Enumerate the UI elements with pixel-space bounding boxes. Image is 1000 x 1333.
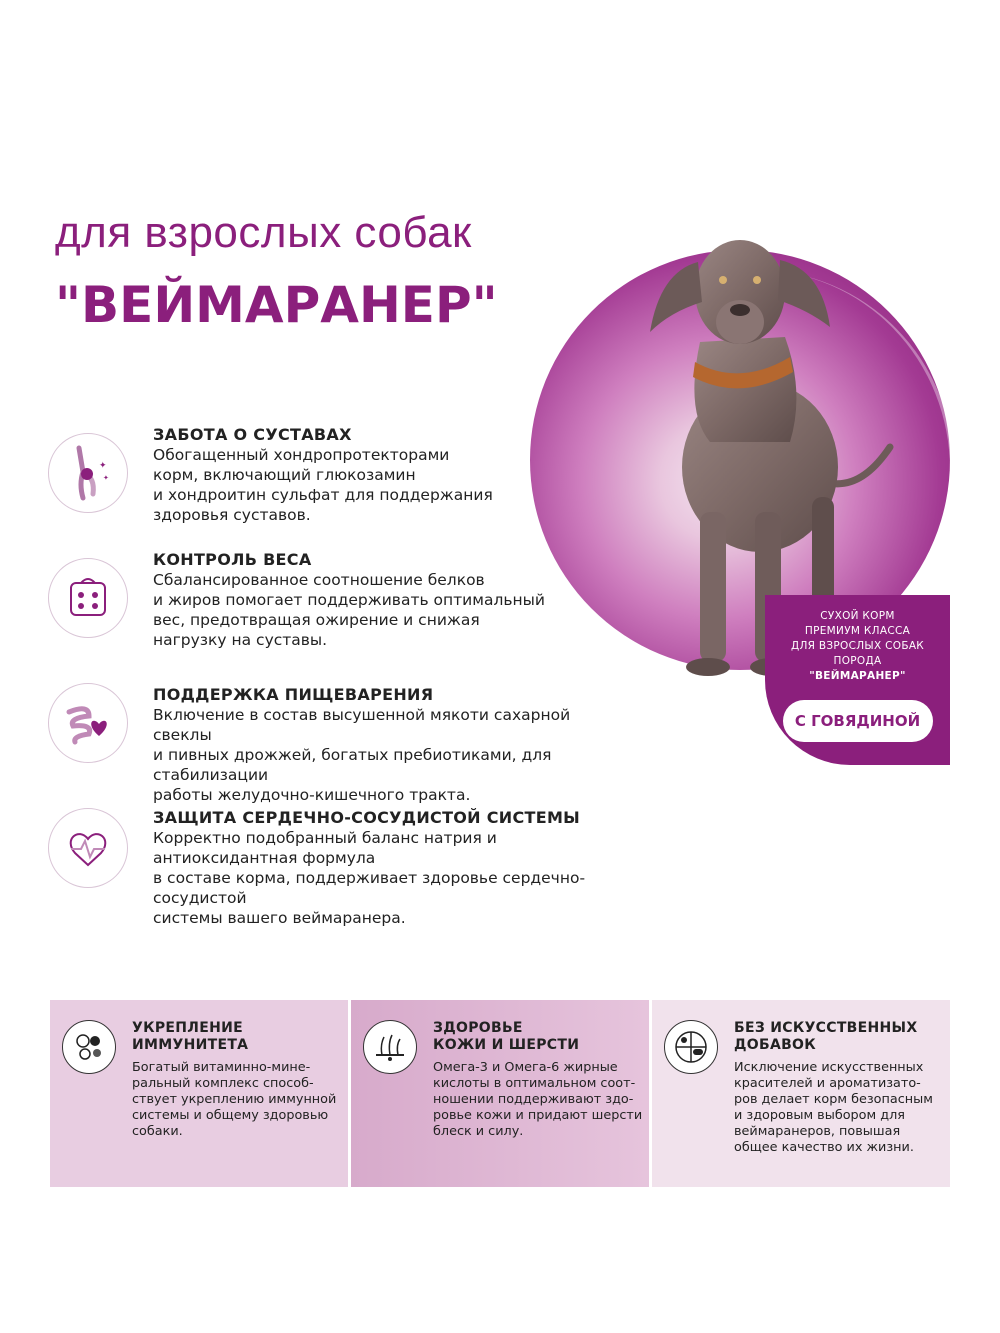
- feature-title: ЗАЩИТА СЕРДЕЧНО-СОСУДИСТОЙ СИСТЕМЫ: [153, 808, 581, 827]
- panel-no-additives: [652, 1000, 950, 1187]
- badge-line-3: ДЛЯ ВЗРОСЛЫХ СОБАК: [790, 640, 925, 652]
- panel-line: ральный комплекс способ-: [132, 1076, 314, 1091]
- feature-line: в составе корма, поддерживает здоровье сердечно-сосудистой: [153, 869, 586, 907]
- panel-line: Омега-3 и Омега-6 жирные: [433, 1060, 618, 1075]
- feature-title: КОНТРОЛЬ ВЕСА: [153, 550, 312, 569]
- feature-line: корм, включающий глюкозамин: [153, 466, 416, 484]
- feature-line: Включение в состав высушенной мякоти сахарной свеклы: [153, 706, 571, 744]
- panel-line: Богатый витаминно-мине-: [132, 1060, 311, 1075]
- badge-line-1: СУХОЙ КОРМ: [820, 610, 895, 622]
- breed-title: "ВЕЙМАРАНЕР": [55, 276, 498, 334]
- feature-title: ЗАБОТА О СУСТАВАХ: [153, 425, 352, 444]
- panel-line: общее качество их жизни.: [734, 1140, 914, 1155]
- no-additives-icon: [664, 1020, 718, 1074]
- feature-line: и хондроитин сульфат для поддержания: [153, 486, 493, 504]
- joint-icon: [48, 433, 128, 513]
- intestine-heart-icon: [48, 683, 128, 763]
- panel-line: и здоровым выбором для: [734, 1108, 905, 1123]
- feature-line: системы вашего веймаранера.: [153, 909, 406, 927]
- panel-line: Исключение искусственных: [734, 1060, 924, 1075]
- scale-paw-icon: [48, 558, 128, 638]
- panel-line: ровье кожи и придают шерсти: [433, 1108, 643, 1123]
- feature-line: и жиров помогает поддерживать оптимальный: [153, 591, 545, 609]
- panel-immunity: [50, 1000, 348, 1187]
- panel-title: ЗДОРОВЬЕ: [433, 1020, 523, 1036]
- panel-line: веймаранеров, повышая: [734, 1124, 901, 1139]
- product-badge: [765, 595, 950, 765]
- panel-line: красителей и ароматизато-: [734, 1076, 921, 1091]
- feature-line: здоровья суставов.: [153, 506, 311, 524]
- panel-line: кислоты в оптимальном соот-: [433, 1076, 636, 1091]
- panel-line: ров делает корм безопасным: [734, 1092, 933, 1107]
- panel-line: ношении поддерживают здо-: [433, 1092, 634, 1107]
- svg-text:✦: ✦: [103, 474, 109, 482]
- feature-line: вес, предотвращая ожирение и снижая: [153, 611, 480, 629]
- badge-line-2: ПРЕМИУМ КЛАССА: [804, 625, 911, 637]
- feature-line: работы желудочно-кишечного тракта.: [153, 786, 471, 804]
- svg-text:✦: ✦: [99, 461, 107, 471]
- feature-line: Обогащенный хондропротекторами: [153, 446, 450, 464]
- panel-line: блеск и силу.: [433, 1124, 524, 1139]
- panel-title: КОЖИ И ШЕРСТИ: [433, 1037, 580, 1053]
- skin-hair-icon: [363, 1020, 417, 1074]
- heart-pulse-icon: [48, 808, 128, 888]
- badge-line-5: "ВЕЙМАРАНЕР": [809, 670, 906, 682]
- panel-title: ДОБАВОК: [734, 1037, 816, 1053]
- feature-line: Корректно подобранный баланс натрия и антиоксидантная формула: [153, 829, 497, 867]
- feature-title: ПОДДЕРЖКА ПИЩЕВАРЕНИЯ: [153, 685, 434, 704]
- panel-title: ИММУНИТЕТА: [132, 1037, 249, 1053]
- panel-title: УКРЕПЛЕНИЕ: [132, 1020, 243, 1036]
- feature-line: Сбалансированное соотношение белков: [153, 571, 485, 589]
- panel-line: собаки.: [132, 1124, 183, 1139]
- panel-line: ствует укреплению иммунной: [132, 1092, 337, 1107]
- badge-line-4: ПОРОДА: [833, 655, 882, 667]
- panel-line: системы и общему здоровью: [132, 1108, 329, 1123]
- feature-line: и пивных дрожжей, богатых пребиотиками, для стабилизации: [153, 746, 552, 784]
- flavor-pill: С ГОВЯДИНОЙ: [783, 700, 933, 742]
- panel-title: БЕЗ ИСКУССТВЕННЫХ: [734, 1020, 918, 1036]
- feature-line: нагрузку на суставы.: [153, 631, 328, 649]
- subtitle: для взрослых собак: [55, 208, 472, 257]
- panel-skin-coat: [351, 1000, 649, 1187]
- vitamins-icon: [62, 1020, 116, 1074]
